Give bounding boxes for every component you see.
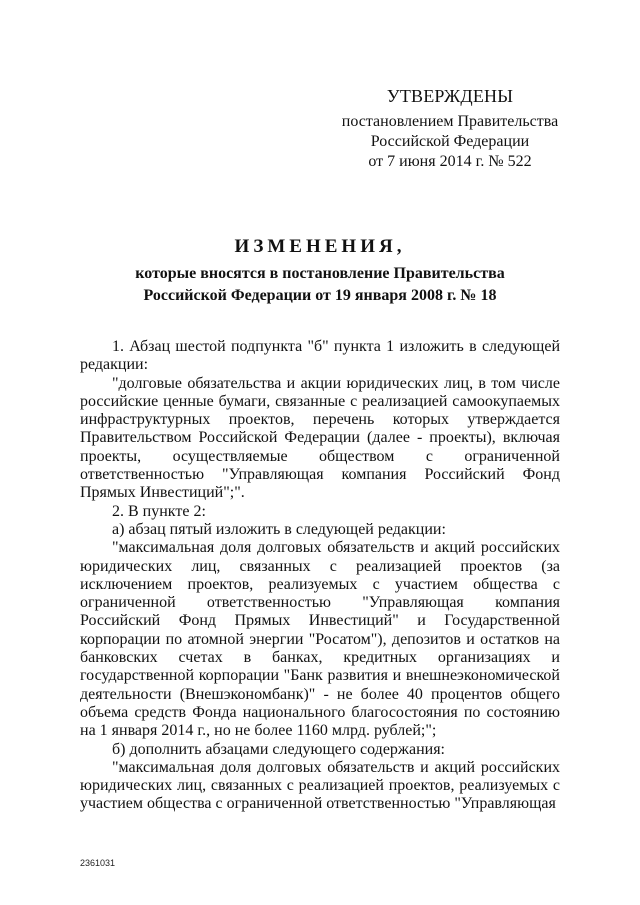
paragraph-subitem-b: б) дополнить абзацами следующего содержания: [112, 740, 445, 758]
document-subtitle [0, 263, 640, 307]
subtitle-line-2: Российской Федерации от 19 января 2008 г. № 18 [143, 287, 497, 304]
paragraph-item-2: 2. В пункте 2: [112, 502, 206, 520]
subtitle-line-1: которые вносятся в постановление Правительства [135, 265, 505, 282]
approval-heading: УТВЕРЖДЕНЫ [386, 86, 514, 106]
approval-block [330, 86, 570, 172]
paragraph-quote-2: "максимальная доля долговых обязательств и акций российских юридических лиц, связанных с реализацией проектов (за исключением проектов, реализуемых с участием общества с ограниченной ответственностью "Управляющая компания Российский Фонд Прямых Инвестиций" и Государственной корпорации по атомной энергии "Росатом"), депозитов и остатков на банковских счетах в банках, кредитных организациях и государственной корпорации "Банк развития и внешнеэкономической деятельности (Внешэкономбанк)" - не более 40 процентов общего объема средств Фонда национального благосостояния по состоянию на 1 января 2014 г., но не более 1160 млрд. рублей;"; [80, 539, 560, 740]
paragraph-subitem-a: а) абзац пятый изложить в следующей редакции: [112, 520, 446, 538]
approval-line-1: постановлением Правительства [341, 113, 559, 130]
approval-line-2: Российской Федерации [370, 133, 530, 150]
approval-line-3: от 7 июня 2014 г. № 522 [368, 153, 532, 170]
paragraph-quote-3: "максимальная доля долговых обязательств и акций российских юридических лиц, связанных с реализацией проектов, реализуемых с участием общества с ограниченной ответственностью "Управляющая [80, 758, 560, 813]
document-title: ИЗМЕНЕНИЯ, [234, 236, 406, 257]
footer-document-code: 2361031 [80, 858, 116, 868]
document-body [80, 338, 560, 814]
paragraph-quote-1: "долговые обязательства и акции юридических лиц, в том числе российские ценные бумаги, связанные с реализацией самоокупаемых инфраструктурных проектов, перечень которых утверждается Правительством Российской Федерации (далее - проекты), включая проекты, осуществляемые обществом с ограниченной ответственностью "Управляющая компания Российский Фонд Прямых Инвестиций";". [80, 374, 560, 502]
paragraph-item-1: 1. Абзац шестой подпункта "б" пункта 1 изложить в следующей редакции: [80, 338, 560, 374]
